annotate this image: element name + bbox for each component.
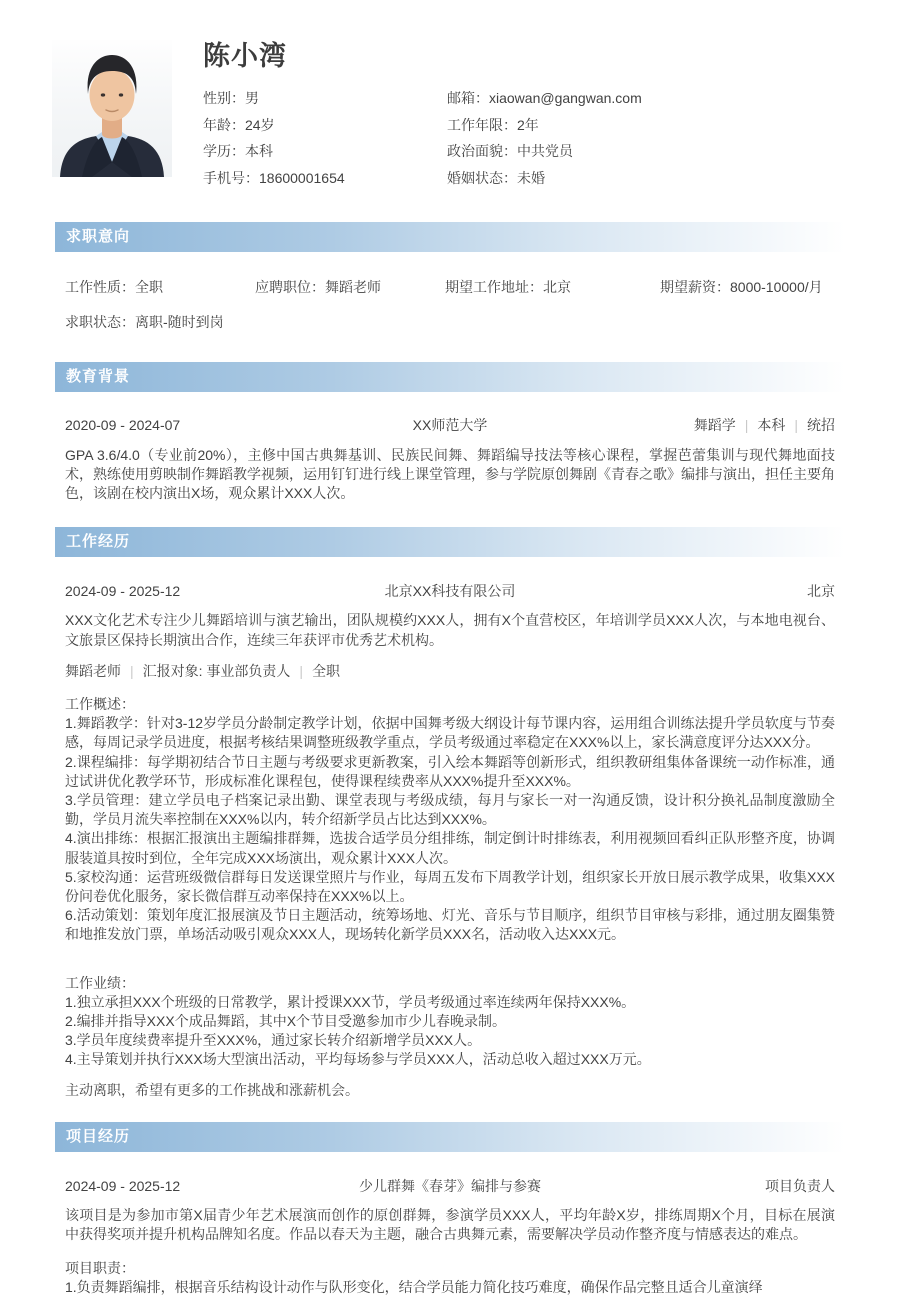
field-phone: 手机号：18600001654 [203, 169, 345, 186]
basic-info-grid [203, 85, 845, 191]
project-period: 2024-09 - 2025-12 [65, 1177, 181, 1194]
separator: | [299, 662, 304, 679]
separator: | [130, 662, 134, 679]
section-title-project-experience: 项目经历 [55, 1122, 845, 1152]
section-title-work-experience: 工作经历 [55, 527, 845, 557]
work-position-line [65, 662, 835, 681]
project-name: 少儿群舞《春芽》编排与参赛 [359, 1177, 541, 1194]
project-duty-list [65, 1278, 835, 1297]
section-education [55, 416, 845, 503]
work-company: 北京XX科技有限公司 [384, 583, 516, 600]
work-location: 北京 [807, 583, 835, 600]
work-period: 2024-09 - 2025-12 [65, 583, 181, 600]
intention-row [65, 278, 835, 297]
field-email: 邮箱：xiaowan@gangwan.com [447, 90, 642, 106]
leave-reason: 主动离职，希望有更多的工作挑战和涨薪机会。 [65, 1081, 359, 1098]
education-school: XX师范大学 [412, 417, 488, 434]
overview-item: 1.舞蹈教学：针对3-12岁学员分龄制定教学计划，依据中国舞考级大纲设计每节课内容，运用组合训练法提升学员软度与节奏感，每周记录学员进度，根据考核结果调整班级教学重点，学员考级通过率稳定在XXX%以上，家长满意度评分达XXX分。 [65, 715, 835, 751]
field-gender: 性别：男 [203, 90, 259, 106]
work-overview-title: 工作概述： [65, 696, 135, 713]
work-overview-list [65, 714, 835, 944]
work-achievement-title: 工作业绩： [65, 974, 135, 991]
intent-position: 应聘职位：舞蹈老师 [255, 279, 381, 295]
achievement-item: 4.主导策划并执行XXX场大型演出活动，平均每场参与学员XXX人，活动总收入超过XXX万元。 [65, 1051, 651, 1068]
field-degree: 学历：本科 [203, 143, 273, 159]
duty-item: 1.负责舞蹈编排，根据音乐结构设计动作与队形变化，结合学员能力简化技巧难度，确保作品完整且适合儿童演绎 [65, 1278, 763, 1295]
achievement-item: 1.独立承担XXX个班级的日常教学，累计授课XXX节，学员考级通过率连续两年保持XXX%。 [65, 993, 636, 1010]
field-political-status: 政治面貌：中共党员 [447, 143, 573, 159]
intent-salary: 期望薪资：8000-10000/月 [660, 279, 823, 295]
separator: | [794, 417, 798, 434]
achievement-item: 2.编排并指导XXX个成品舞蹈，其中X个节目受邀参加市少儿春晚录制。 [65, 1013, 507, 1030]
section-job-intention [55, 278, 845, 332]
work-position: 舞蹈老师 [65, 662, 121, 679]
education-period: 2020-09 - 2024-07 [65, 417, 181, 434]
achievement-item: 3.学员年度续费率提升至XXX%，通过家长转介绍新增学员XXX人。 [65, 1032, 482, 1049]
work-report-to: 汇报对象: 事业部负责人 [142, 662, 291, 679]
field-age: 年龄：24岁 [203, 116, 275, 133]
field-experience-years: 工作年限：2年 [447, 116, 539, 133]
section-title-job-intention: 求职意向 [55, 222, 845, 252]
overview-item: 5.家校沟通：运营班级微信群每日发送课堂照片与作业，每周五发布下周教学计划，组织家长开放日展示教学成果，收集XXX份问卷优化服务，家长微信群互动率保持在XXX%以上。 [65, 868, 835, 905]
candidate-name: 陈小湾 [203, 41, 287, 71]
project-description: 该项目是为参加市第X届青少年艺术展演而创作的原创群舞，参演学员XXX人，平均年龄X岁，排练周期X个月，目标在展演中获得奖项并提升机构品牌知名度。作品以春天为主题，融合古典舞元素，需要解决学员动作整齐度与情感表达的难点。 [65, 1207, 835, 1243]
overview-item: 2.课程编排：每学期初结合节日主题与考级要求更新教案，引入绘本舞蹈等创新形式，组织教研组集体备课统一动作标准，通过试讲优化教学环节，形成标准化课程包，使得课程续费率从XXX%提升至XXX%。 [65, 753, 835, 789]
work-job-type: 全职 [312, 662, 341, 679]
education-row [65, 416, 835, 435]
section-title-education: 教育背景 [55, 362, 845, 392]
education-meta: 舞蹈学 | 本科 | 统招 [693, 417, 835, 434]
company-intro: XXX文化艺术专注少儿舞蹈培训与演艺输出，团队规模约XXX人，拥有X个直营校区，年培训学员XXX人次，与本地电视台、文旅景区保持长期演出合作，连续三年获评市优秀艺术机构。 [65, 612, 835, 648]
portrait-photo-graphic [52, 40, 172, 177]
section-project-experience [55, 1177, 845, 1297]
separator: | [744, 417, 749, 434]
resume-header [55, 40, 845, 191]
profile-photo [52, 40, 172, 177]
section-work-experience [55, 582, 845, 1100]
work-achievement-list [65, 993, 835, 1070]
intent-status: 求职状态：离职-随时到岗 [65, 314, 224, 331]
education-description: GPA 3.6/4.0（专业前20%），主修中国古典舞基训、民族民间舞、舞蹈编导技法等核心课程，掌握芭蕾集训与现代舞地面技术，熟练使用剪映制作舞蹈教学视频，运用钉钉进行线上课堂管理，参与学院原创舞剧《青春之歌》编排与演出，担任主要角色，该剧在校内演出X场，观众累计XXX人次。 [65, 446, 835, 502]
overview-item: 3.学员管理：建立学员电子档案记录出勤、课堂表现与考级成绩，每月与家长一对一沟通反馈，设计积分换礼品制度激励全勤，学员月流失率控制在XXX%以内，转介绍新学员占比达到XXX%。 [65, 792, 835, 828]
overview-item: 4.演出排练：根据汇报演出主题编排群舞，选拔合适学员分组排练，制定倒计时排练表，利用视频回看纠正队形整齐度，协调服装道具按时到位，全年完成XXX场演出，观众累计XXX人次。 [65, 830, 835, 866]
project-role: 项目负责人 [765, 1177, 835, 1194]
project-row [65, 1177, 835, 1196]
project-duty-title: 项目职责： [65, 1259, 135, 1276]
field-marital-status: 婚姻状态：未婚 [447, 169, 545, 186]
header-info [203, 40, 845, 191]
overview-item: 6.活动策划：策划年度汇报展演及节日主题活动，统筹场地、灯光、音乐与节目顺序，组织节目审核与彩排，通过朋友圈集赞和地推发放门票，单场活动吸引观众XXX人，现场转化新学员XXX名，活动收入达XXX元。 [65, 907, 835, 943]
intent-location: 期望工作地址：北京 [445, 279, 571, 295]
intent-job-nature: 工作性质：全职 [65, 279, 163, 295]
work-row [65, 582, 835, 601]
